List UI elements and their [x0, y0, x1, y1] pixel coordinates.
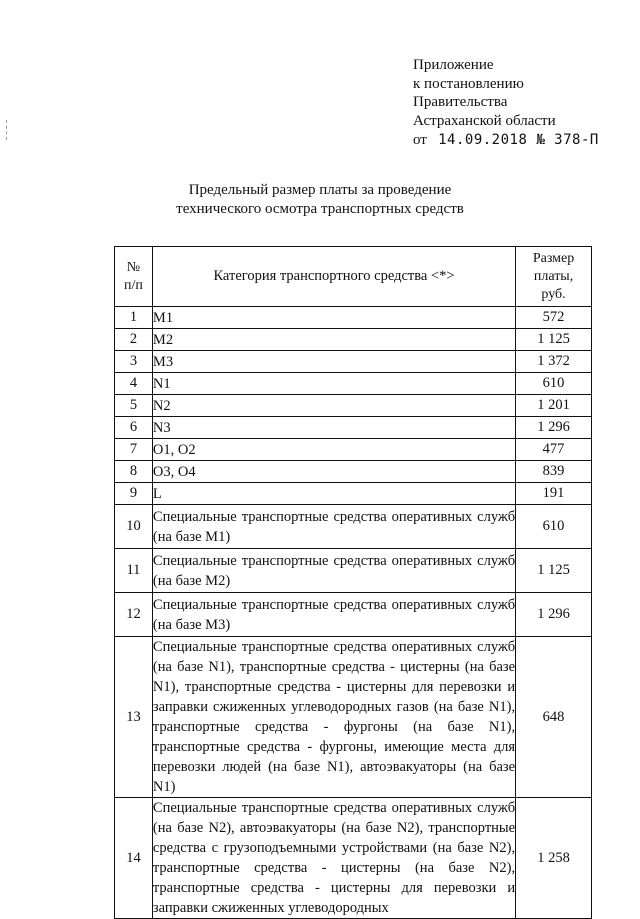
row-category: M2 — [152, 329, 515, 351]
row-fee: 1 125 — [516, 329, 592, 351]
row-fee: 477 — [516, 439, 592, 461]
table-row — [115, 483, 592, 505]
table-row — [115, 461, 592, 483]
table-row — [115, 798, 592, 919]
row-number: 1 — [115, 307, 153, 329]
title-line-2: технического осмотра транспортных средств — [176, 201, 464, 217]
document-title — [0, 181, 640, 219]
table-row — [115, 637, 592, 798]
row-category: L — [152, 483, 515, 505]
table-row — [115, 395, 592, 417]
appendix-line: к постановлению — [413, 75, 524, 92]
row-category: N2 — [152, 395, 515, 417]
table-row — [115, 417, 592, 439]
row-number: 12 — [115, 593, 153, 637]
table-row — [115, 329, 592, 351]
row-fee: 1 296 — [516, 417, 592, 439]
row-category: Специальные транспортные средства оперативных служб (на базе N1), транспортные средства - цистерны (на базе N1), транспортные средства - цистерны для перевозки и заправки сжиженных углеводородных газов (на базе N1), транспортные средства - фургоны (на базе N1), транспортные средства - фургоны, имеющие места для перевозки людей (на базе N1), автоэвакуаторы (на базе N1) — [152, 637, 515, 798]
row-category: M1 — [152, 307, 515, 329]
row-fee: 572 — [516, 307, 592, 329]
row-category: Специальные транспортные средства оперативных служб (на базе N2), автоэвакуаторы (на базе N2), транспортные средства с грузоподъемными устройствами (на базе N2), транспортные средства - цистерны (на базе N2), транспортные средства - цистерны для перевозки и заправки сжиженных углеводородных — [152, 798, 515, 919]
margin-binding-marks — [6, 120, 9, 140]
row-number: 13 — [115, 637, 153, 798]
row-category: Специальные транспортные средства оперативных служб (на базе M2) — [152, 549, 515, 593]
row-category: M3 — [152, 351, 515, 373]
row-number: 10 — [115, 505, 153, 549]
row-fee: 1 258 — [516, 798, 592, 919]
row-category: N1 — [152, 373, 515, 395]
row-number: 7 — [115, 439, 153, 461]
row-category: Специальные транспортные средства оперативных служб (на базе M1) — [152, 505, 515, 549]
resolution-date-line — [413, 131, 599, 150]
table-row — [115, 307, 592, 329]
appendix-line: Астраханской области — [413, 112, 556, 129]
row-number: 9 — [115, 483, 153, 505]
table-row — [115, 373, 592, 395]
header-number: № п/п — [115, 247, 153, 307]
row-number: 2 — [115, 329, 153, 351]
row-category: N3 — [152, 417, 515, 439]
appendix-block — [413, 56, 599, 150]
row-number: 3 — [115, 351, 153, 373]
table-row — [115, 439, 592, 461]
row-number: 8 — [115, 461, 153, 483]
table-row — [115, 593, 592, 637]
row-fee: 1 201 — [516, 395, 592, 417]
row-category: O3, O4 — [152, 461, 515, 483]
title-line-1: Предельный размер платы за проведение — [188, 182, 452, 198]
row-fee: 1 125 — [516, 549, 592, 593]
row-fee: 191 — [516, 483, 592, 505]
row-fee: 1 296 — [516, 593, 592, 637]
table-header-row — [115, 247, 592, 307]
row-number: 14 — [115, 798, 153, 919]
row-category: O1, O2 — [152, 439, 515, 461]
appendix-line: Правительства — [413, 94, 508, 110]
fee-table — [114, 246, 592, 919]
table-row — [115, 505, 592, 549]
row-number: 4 — [115, 373, 153, 395]
row-fee: 1 372 — [516, 351, 592, 373]
header-category: Категория транспортного средства <*> — [152, 247, 515, 307]
date-prefix: от — [413, 132, 427, 148]
table-row — [115, 549, 592, 593]
row-number: 11 — [115, 549, 153, 593]
table-row — [115, 351, 592, 373]
appendix-line: Приложение — [413, 57, 494, 73]
row-fee: 610 — [516, 373, 592, 395]
row-fee: 839 — [516, 461, 592, 483]
row-fee: 610 — [516, 505, 592, 549]
resolution-date-number: 14.09.2018 № 378-П — [438, 132, 599, 148]
header-fee: Размер платы, руб. — [516, 247, 592, 307]
row-number: 5 — [115, 395, 153, 417]
row-fee: 648 — [516, 637, 592, 798]
row-category: Специальные транспортные средства оперативных служб (на базе M3) — [152, 593, 515, 637]
row-number: 6 — [115, 417, 153, 439]
